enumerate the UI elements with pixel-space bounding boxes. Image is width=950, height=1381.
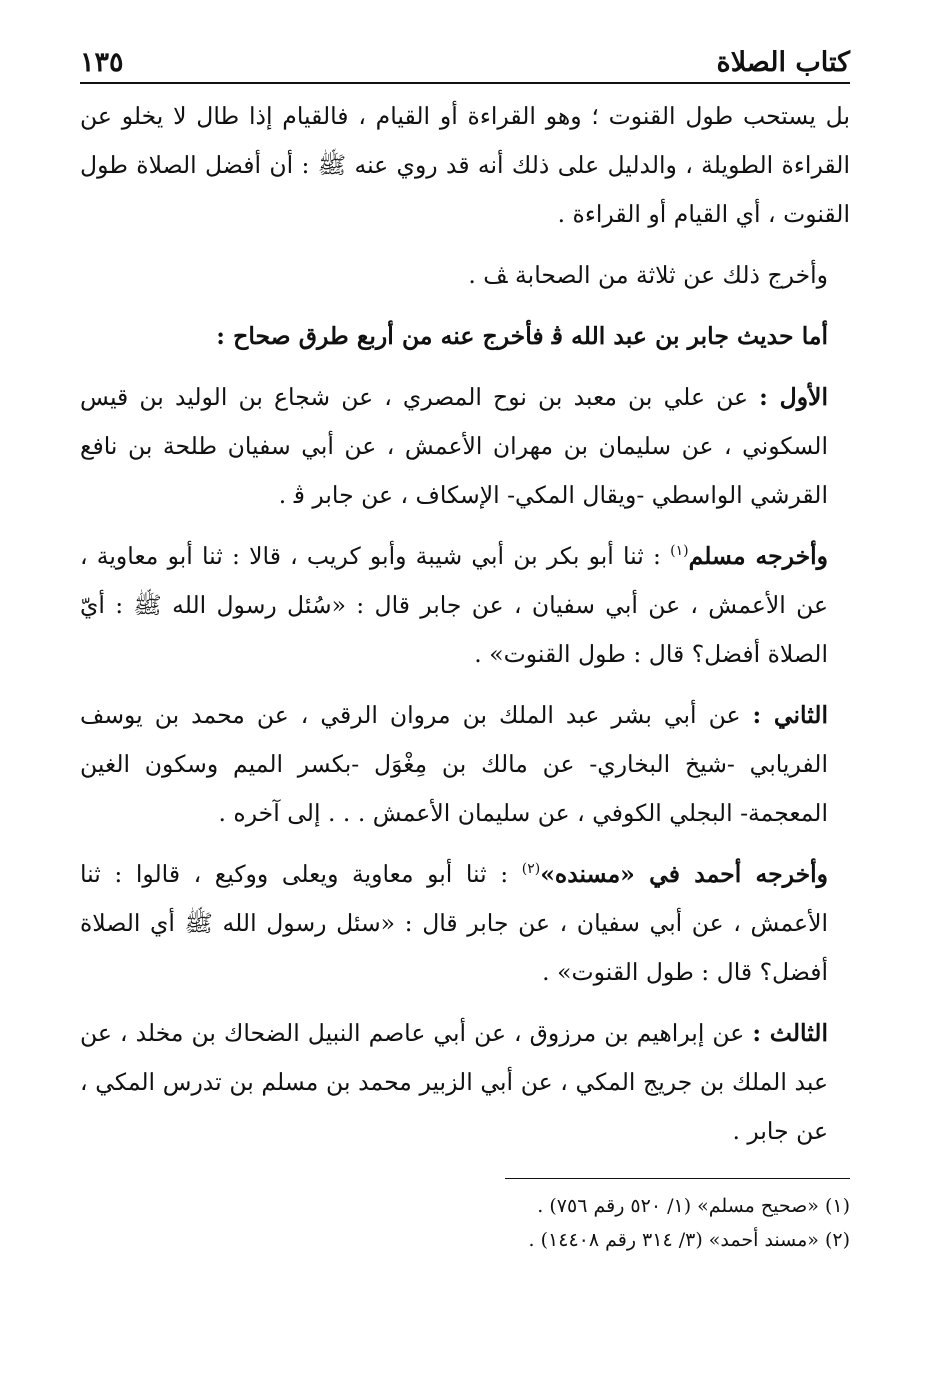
footnote-rule <box>505 1178 850 1179</box>
header-rule <box>80 82 850 84</box>
chain-label: الأول : <box>759 383 828 411</box>
paragraph-text: : ثنا أبو بكر بن أبي شيبة وأبو كريب ، قالا : ثنا أبو معاوية ، عن الأعمش ، عن أبي سفيان ، عن جابر قال : «سُئل رسول الله ﷺ : أيّ الصلاة أفضل؟ قال : طول القنوت» . <box>80 542 828 668</box>
paragraph-text: وأخرج ذلك عن ثلاثة من الصحابة ﭫ . <box>468 261 828 289</box>
paragraph-first-chain <box>80 373 850 520</box>
chain-label: الثاني : <box>752 701 828 729</box>
section-heading <box>80 312 850 361</box>
book-page <box>80 30 850 1257</box>
page-header <box>80 30 850 78</box>
paragraph-companions <box>80 251 850 300</box>
footnote-2: (٢) «مسند أحمد» (٣/ ٣١٤ رقم ١٤٤٠٨) . <box>528 1229 850 1251</box>
paragraph-second-chain <box>80 691 850 838</box>
footnote-ref[interactable]: (٢) <box>521 861 541 878</box>
chapter-title: كتاب الصلاة <box>716 47 850 78</box>
paragraph-text: عن إبراهيم بن مرزوق ، عن أبي عاصم النبيل الضحاك بن مخلد ، عن عبد الملك بن جريج المكي ، عن أبي الزبير محمد بن مسلم بن تدرس المكي ، عن جابر . <box>80 1019 828 1145</box>
footnote-ref[interactable]: (١) <box>670 543 689 560</box>
source-label: وأخرجه مسلم <box>688 542 828 570</box>
paragraph-text: عن أبي بشر عبد الملك بن مروان الرقي ، عن محمد بن يوسف الفريابي -شيخ البخاري- عن مالك بن مِغْوَل -بكسر الميم وسكون الغين المعجمة- البجلي الكوفي ، عن سليمان الأعمش . . . إلى آخره . <box>80 701 828 827</box>
source-label: وأخرجه أحمد في «مسنده» <box>540 860 828 888</box>
footnotes <box>80 1189 850 1257</box>
paragraph-muslim <box>80 532 850 679</box>
paragraph-intro <box>80 92 850 239</box>
paragraph-text: بل يستحب طول القنوت ؛ وهو القراءة أو القيام ، فالقيام إذا طال لا يخلو عن القراءة الطويلة ، والدليل على ذلك أنه قد روي عنه ﷺ : أن أفضل الصلاة طول القنوت ، أي القيام أو القراءة . <box>80 102 850 228</box>
main-text <box>80 92 850 1156</box>
footnote-1: (١) «صحيح مسلم» (١/ ٥٢٠ رقم ٧٥٦) . <box>537 1195 850 1217</box>
heading-text: أما حديث جابر بن عبد الله ﭬ فأخرج عنه من أربع طرق صحاح : <box>216 322 828 350</box>
paragraph-text: : ثنا أبو معاوية ويعلى ووكيع ، قالوا : ثنا الأعمش ، عن أبي سفيان ، عن جابر قال : «سئل رسول الله ﷺ أي الصلاة أفضل؟ قال : طول القنوت» . <box>80 860 828 986</box>
paragraph-third-chain <box>80 1009 850 1156</box>
paragraph-text: عن علي بن معبد بن نوح المصري ، عن شجاع بن الوليد بن قيس السكوني ، عن سليمان بن مهران الأعمش ، عن أبي سفيان طلحة بن نافع القرشي الواسطي -ويقال المكي- الإسكاف ، عن جابر ﭬ . <box>80 383 828 509</box>
paragraph-ahmad <box>80 850 850 997</box>
page-number: ١٣٥ <box>80 47 124 78</box>
chain-label: الثالث : <box>752 1019 828 1047</box>
